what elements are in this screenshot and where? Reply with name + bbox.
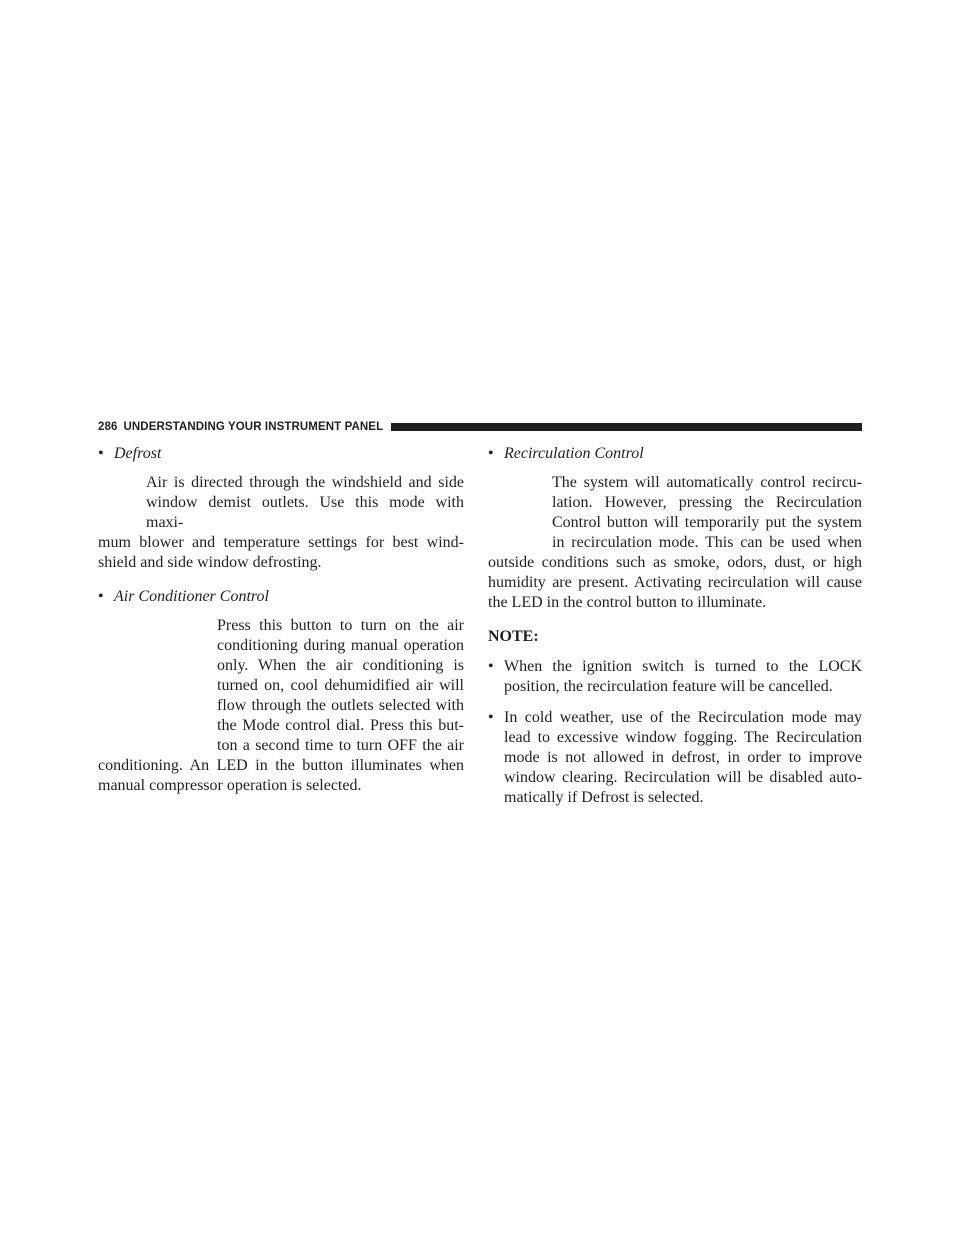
note-item-text: In cold weather, use of the Recirculation mode may lead to excessive window fogging. The Recirculation mode is not allowed in defrost, in order to improve window clearing. Recirculation will be disabled auto-matically if Defrost is selected. [504, 709, 862, 806]
ac-indented-text [98, 616, 464, 756]
section-title: UNDERSTANDING YOUR INSTRUMENT PANEL [123, 421, 384, 433]
ac-line-3: only. When the air conditioning is [217, 657, 464, 674]
recirc-title: Recirculation Control [504, 445, 644, 462]
defrost-section [98, 444, 464, 573]
defrost-line-2: window demist outlets. Use this mode with maxi- [146, 494, 464, 531]
note-item [488, 657, 862, 697]
recirc-body: outside conditions such as smoke, odors, dust, or high humidity are present. Activating recirculation will cause the LED in the control button to illuminate. [488, 554, 862, 611]
bullet: • [488, 658, 494, 675]
ac-line-7: ton a second time to turn OFF the air [217, 737, 464, 754]
recirc-line-2: lation. However, pressing the Recirculation [552, 494, 862, 511]
recirc-line-4: in recirculation mode. This can be used when [552, 534, 862, 551]
page-header [98, 420, 862, 434]
page-number: 286 [98, 421, 118, 433]
recirc-indented-text [488, 473, 862, 553]
bullet: • [98, 588, 104, 605]
note-list [488, 657, 862, 808]
ac-line-4: turned on, cool dehumidified air will [217, 677, 464, 694]
left-column [98, 444, 464, 810]
defrost-line-1: Air is directed through the windshield and side [146, 474, 464, 491]
ac-line-6: the Mode control dial. Press this but- [217, 717, 464, 734]
note-item [488, 708, 862, 808]
ac-body: conditioning. An LED in the button illuminates when manual compressor operation is selected. [98, 757, 464, 794]
recirc-line-3: Control button will temporarily put the system [552, 514, 862, 531]
defrost-title: Defrost [114, 445, 162, 462]
ac-title: Air Conditioner Control [114, 588, 269, 605]
bullet: • [98, 445, 104, 462]
header-rule [391, 423, 862, 431]
ac-line-1: Press this button to turn on the air [217, 617, 464, 634]
ac-section [98, 587, 464, 796]
bullet: • [488, 445, 494, 462]
ac-heading [98, 587, 464, 607]
note-label: NOTE: [488, 628, 539, 645]
defrost-heading [98, 444, 464, 464]
recirc-heading [488, 444, 862, 464]
note-item-text: When the ignition switch is turned to the LOCK position, the recirculation feature will be cancelled. [504, 658, 862, 695]
recirc-line-1: The system will automatically control recircu- [552, 474, 862, 491]
bullet: • [488, 709, 494, 726]
ac-line-2: conditioning during manual operation [217, 637, 464, 654]
ac-line-5: flow through the outlets selected with [217, 697, 464, 714]
defrost-indented-text [98, 473, 464, 533]
right-column [488, 444, 862, 819]
recirc-section [488, 444, 862, 613]
defrost-body: mum blower and temperature settings for best wind-shield and side window defrosting. [98, 534, 464, 571]
